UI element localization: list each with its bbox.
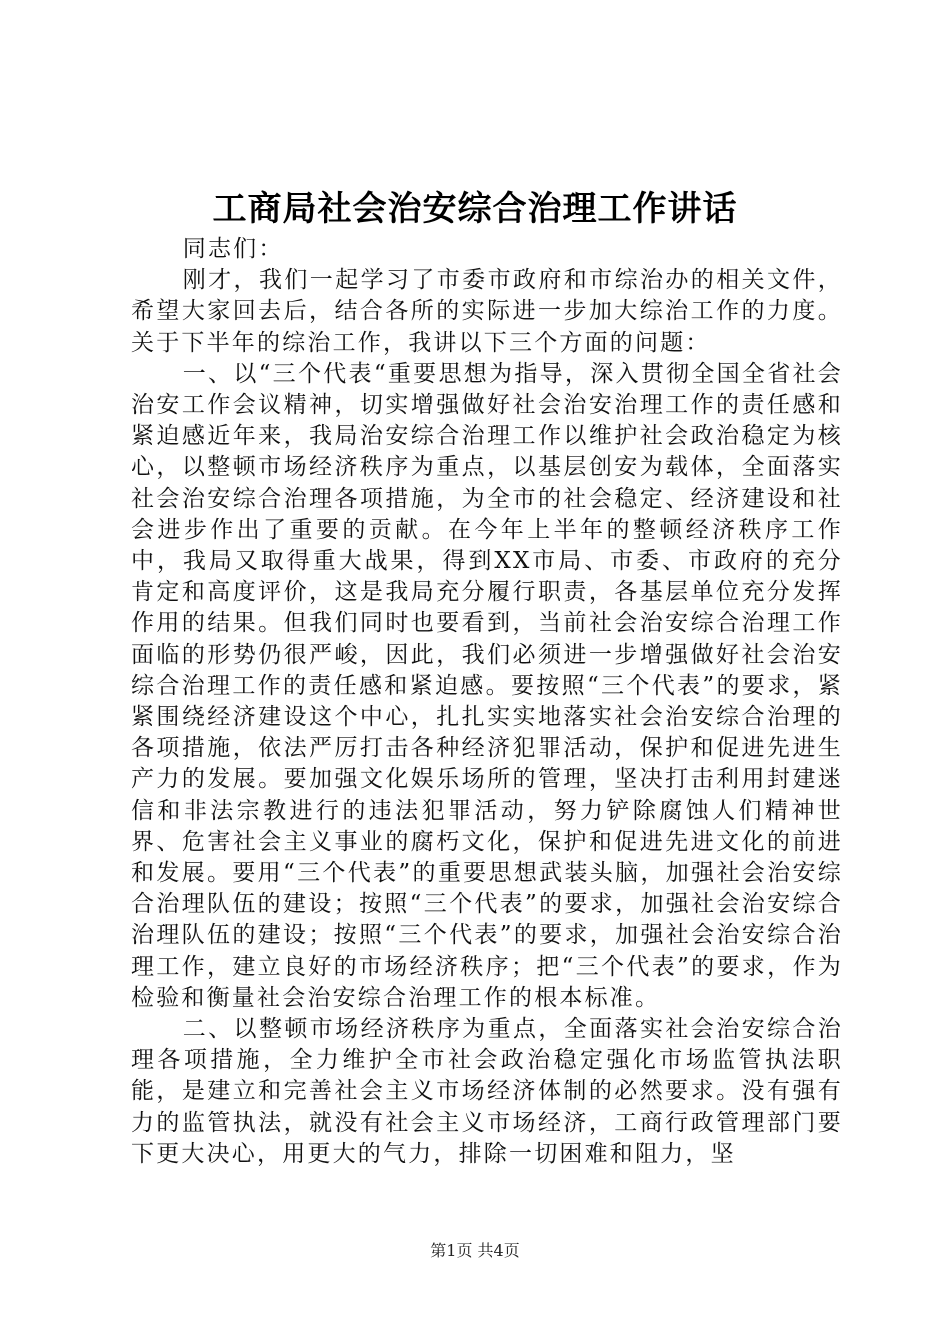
document-body [131,234,843,1170]
paragraph-section-one: 一、以“三个代表“重要思想为指导，深入贯彻全国全省社会治安工作会议精神，切实增强做好社会治安治理工作的责任感和紧迫感近年来，我局治安综合治理工作以维护社会政治稳定为核心，以整顿市场经济秩序为重点，以基层创安为载体，全面落实社会治安综合治理各项措施，为全市的社会稳定、经济建设和社会进步作出了重要的贡献。在今年上半年的整顿经济秩序工作中，我局又取得重大战果，得到XX市局、市委、市政府的充分肯定和高度评价，这是我局充分履行职责，各基层单位充分发挥作用的结果。但我们同时也要看到，当前社会治安综合治理工作面临的形势仍很严峻，因此，我们必须进一步增强做好社会治安综合治理工作的责任感和紧迫感。要按照“三个代表”的要求，紧紧围绕经济建设这个中心，扎扎实实地落实社会治安综合治理的各项措施，依法严厉打击各种经济犯罪活动，保护和促进先进生产力的发展。要加强文化娱乐场所的管理，坚决打击利用封建迷信和非法宗教进行的违法犯罪活动，努力铲除腐蚀人们精神世界、危害社会主义事业的腐朽文化，保护和促进先进文化的前进和发展。要用“三个代表”的重要思想武装头脑，加强社会治安综合治理队伍的建设；按照“三个代表”的要求，加强社会治安综合治理队伍的建设；按照“三个代表”的要求，加强社会治安综合治理工作，建立良好的市场经济秩序；把“三个代表”的要求，作为检验和衡量社会治安综合治理工作的根本标准。 [131,360,843,1011]
page-number-footer: 第1页 共4页 [430,1241,520,1260]
paragraph-greeting: 同志们： [182,236,284,262]
paragraph-intro: 刚才，我们一起学习了市委市政府和市综治办的相关文件，希望大家回去后，结合各所的实际进一步加大综治工作的力度。关于下半年的综治工作，我讲以下三个方面的问题： [131,267,843,356]
paragraph-section-two: 二、以整顿市场经济秩序为重点，全面落实社会治安综合治理各项措施，全力维护全市社会政治稳定强化市场监管执法职能，是建立和完善社会主义市场经济体制的必然要求。没有强有力的监管执法，就没有社会主义市场经济，工商行政管理部门要下更大决心，用更大的气力，排除一切困难和阻力，坚 [131,1016,843,1167]
document-title: 工商局社会治安综合治理工作讲话 [212,189,738,229]
